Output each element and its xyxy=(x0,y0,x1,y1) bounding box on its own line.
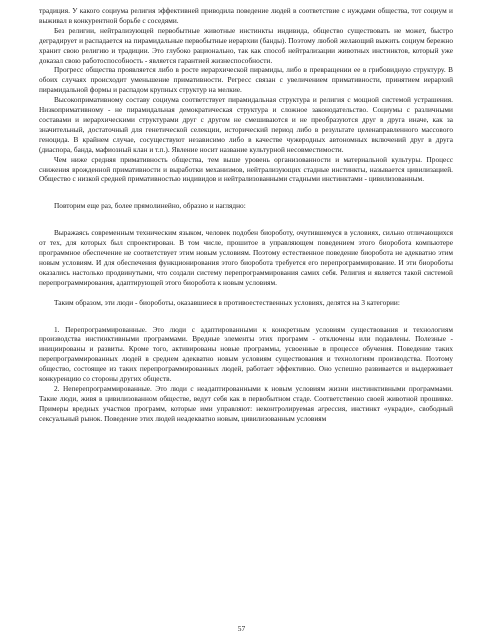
paragraph-biorobot: Выражаясь современным техническим языком, человек подобен биороботу, очутившемуся в условиях, сильно отличающихся от тех, для которых был спроектирован. В том числе, прошитое в управляющем поведением этого биоробота компьютере программное обеспечение не соответствует этим новым условиям. Поэтому естественное поведение биоробота не адекватно этим новым условиям. И для обеспечения функционирования этого биоробота требуется его перепрограммирование. И эти биороботы оказались настолько продвинутыми, что создали систему перепрограммирования самих себя. Религия и является такой системой перепрограммирования, адаптирующей этого биоробота к новым условиям. xyxy=(39,228,453,287)
paragraph-religion-instincts: Без религии, нейтрализующей первобытные животные инстинкты индивида, общество существовать не может, быстро деградирует и распадается на пирамидальные первобытные иерархии (банды). Поэтому любой желающий выжить социум бережно хранит свою религию и традиции. Это глубоко рационально, так как способ нейтрализации животных инстинктов, который уже доказал свою работоспособность - является гарантией жизнеспособности. xyxy=(39,25,453,65)
list-item-not-reprogrammed: 2. Неперепрограммированные. Это люди с неадаптированными к новым условиям жизни инстинктивными программами. Такие люди, живя в цивилизованном обществе, ведут себя как в первобытном стаде. Соответственно своей животной прошивке. Примеры вредных участков программ, которые ими управляют: неконтролируемая агрессия, инстинкт «укради», свободный сексуальный рынок. Поведение этих людей неадекватно новым, цивилизованным условиям xyxy=(39,384,453,423)
page-number: 57 xyxy=(237,624,246,633)
paragraph-religion-tradition: традиция. У какого социума религия эффективней приводила поведение людей в соответствие с нуждами общества, тот социум и выживал в конкурентной борьбе с соседями. xyxy=(39,6,453,25)
paragraph-three-categories: Таким образом, эти люди - биороботы, оказавшиеся в противоестественных условиях, делятся на 3 категории: xyxy=(54,297,400,307)
paragraph-progress: Прогресс общества проявляется либо в росте иерархической пирамиды, либо в превращении ее в грибовидную структуру. В обоих случаях происходит уменьшение примативности. Регресс связан с увеличением примативности, принятием иерархий пирамидальной формы и распадом крупных структур на мелкие. xyxy=(39,65,453,95)
list-item-reprogrammed: 1. Перепрограммированные. Это люди с адаптированными к конкретным условиям существования и технологиям производства инстинктивными программами. Вредные элементы этих программ - отключены или подавлены. Полезные - инициированы и развиты. Кроме того, активированы новые программы, усвоенные в процессе обучения. Поведение таких перепрограммированных людей в среднем адекватно новым условиям существования и технологиям производства. Поэтому общество, состоящее из таких перепрограммированных людей, работает эффективно. Оно успешно развивается и выдерживает конкуренцию со стороны других обществ. xyxy=(39,324,453,384)
paragraph-civilization: Чем ниже средняя примативность общества, тем выше уровень организованности и материальной культуры. Процесс снижения врожденной примативности и выработки механизмов, нейтрализующих стадные инстинкты, называется цивилизацией. Общество с низкой средней примативностью индивидов и нейтрализованными стадными инстинктами - цивилизованным. xyxy=(39,154,453,184)
paragraph-social-structure: Высокопримативному составу социума соответствует пирамидальная структура и религия с мощной системой устрашения. Низкопримативному - не пирамидальная демократическая структура и сложное законодательство. Социумы с различными составами и иерархическими структурами друг с другом не смешиваются и не преобразуются друг в друга иначе, как за значительный, достаточный для генетической селекции, исторический период либо в результате целенаправленного массового геноцида. В крайнем случае, сосуществуют независимо либо в качестве чужеродных автономных включений друг в друга (диаспора, банда, мафиозный клан и т.п.). Явление носит название культурной несовместимости. xyxy=(39,95,453,154)
paragraph-repeat-intro: Повторим еще раз, более прямолинейно, образно и наглядно: xyxy=(54,201,246,211)
